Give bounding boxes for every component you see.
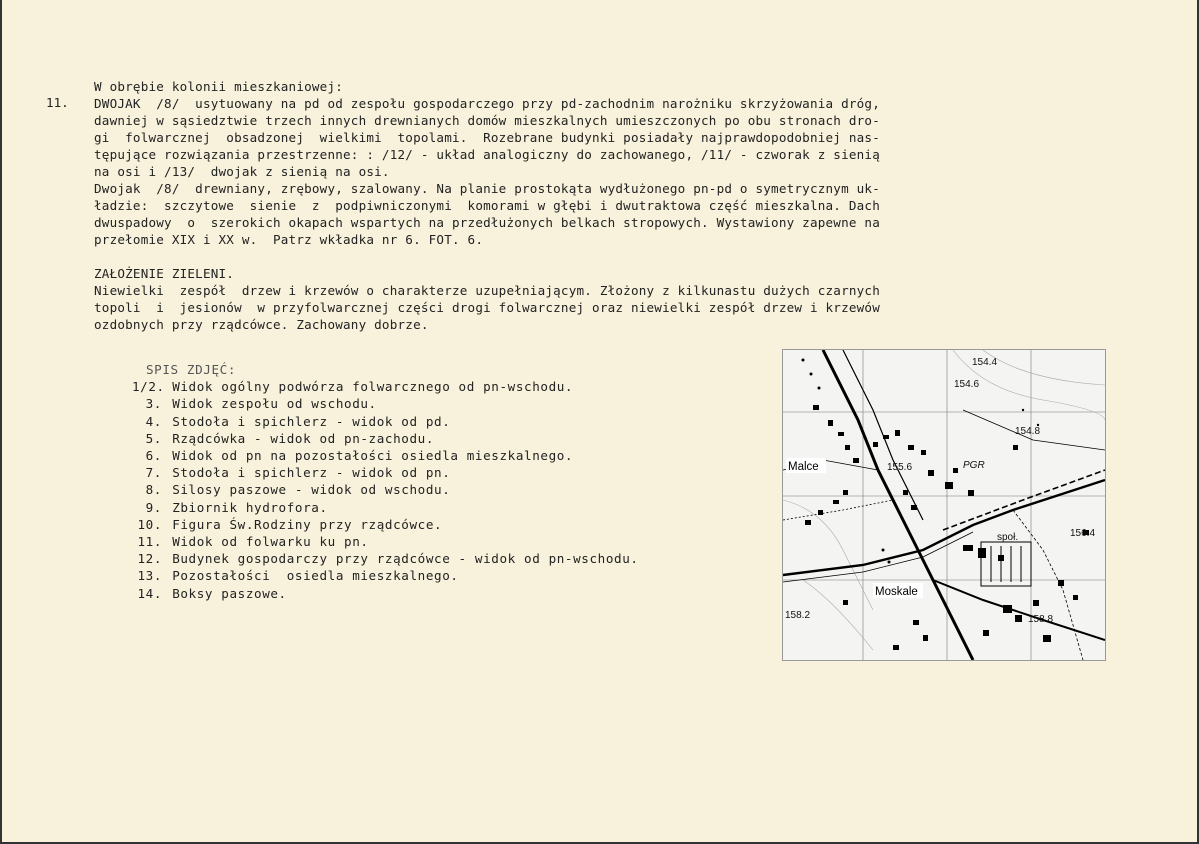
text-line: Dwojak /8/ drewniany, zrębowy, szalowany. Na planie prostokąta wydłużonego pn-pd o symetrycznym uk- [94,181,880,196]
text-line: ładzie: szczytowe sienie z podpiwniczonymi komorami w głębi i dwutraktowa część mieszkalna. Dach [94,198,880,213]
text-line: tępujące rozwiązania przestrzenne: : /12/ - układ analogiczny do zachowanego, /11/ - czworak z sienią [94,147,880,162]
list-item: 9. Zbiornik hydrofora. [145,499,328,515]
elevation-label: 158.8 [1028,614,1054,625]
pgr-label: PGR [963,460,985,471]
map-drawing [783,350,1105,660]
text-line: Niewielki zespół drzew i krzewów o charakterze uzupełniającym. Złożony z kilkunastu dużych czarnych [94,283,880,298]
spol-label: społ. [997,532,1019,543]
text-line: DWOJAK /8/ usytuowany na pd od zespołu gospodarczego przy pd-zachodnim narożniku skrzyżowania dróg, [94,96,880,111]
section-intro: W obrębie kolonii mieszkaniowej: [94,79,344,94]
list-item: 1/2. Widok ogólny podwórza folwarcznego od pn-wschodu. [132,379,574,395]
location-map [782,349,1106,661]
photo-list [132,361,639,602]
list-item: 3. Widok zespołu od wschodu. [145,396,377,412]
elevation-label: 155.6 [887,462,913,473]
place-name-malce: Malce [788,461,819,473]
list-item: 5. Rządcówka - widok od pn-zachodu. [145,430,435,446]
list-item: 4. Stodoła i spichlerz - widok od pd. [145,413,451,429]
place-name-moskale: Moskale [875,586,918,598]
text-line: na osi i /13/ dwojak z sienią na osi. [94,164,390,179]
list-item: 8. Silosy paszowe - widok od wschodu. [145,482,451,498]
text-line: dwuspadowy o szerokich okapach wspartych na przedłużonych belkach stropowych. Wystawiony zapewne na [94,215,880,230]
text-line: gi folwarcznej obsadzonej wielkimi topolami. Rozebrane budynki posiadały najprawdopodobniej nas- [94,130,880,145]
list-item: 14. Boksy paszowe. [137,585,287,601]
elevation-label: 154.8 [1015,426,1041,437]
text-line: dawniej w sąsiedztwie trzech innych drewnianych domów mieszkalnych umieszczonych po obu stronach dro- [94,113,880,128]
list-item: 7. Stodoła i spichlerz - widok od pn. [145,465,451,481]
elevation-label: 158.2 [785,610,811,621]
list-item: 6. Widok od pn na pozostałości osiedla mieszkalnego. [145,448,574,464]
list-item: 11. Widok od folwarku ku pn. [137,534,369,550]
paragraph-building [94,95,1116,248]
elevation-label: 154.6 [954,379,980,390]
text-line: topoli i jesionów w przyfolwarcznej części drogi folwarcznej oraz niewielki zespół drzew i krzewów [94,300,880,315]
list-item: 13. Pozostałości osiedla mieszkalnego. [137,568,459,584]
list-item: 12. Budynek gospodarczy przy rządcówce - widok od pn-wschodu. [137,551,639,567]
text-line: ozdobnych przy rządcówce. Zachowany dobrze. [94,317,429,332]
paragraph-greenery [94,265,1116,333]
text-line: przełomie XIX i XX w. Patrz wkładka nr 6. FOT. 6. [94,232,484,247]
item-number: 11. [46,95,69,110]
greenery-heading: ZAŁOŻENIE ZIELENI. [94,266,235,281]
elevation-label: 156.4 [1070,528,1096,539]
list-item: 10. Figura Św.Rodziny przy rządcówce. [137,516,443,532]
photo-list-title: SPIS ZDJĘĆ: [146,362,237,377]
elevation-label: 154.4 [972,357,998,368]
